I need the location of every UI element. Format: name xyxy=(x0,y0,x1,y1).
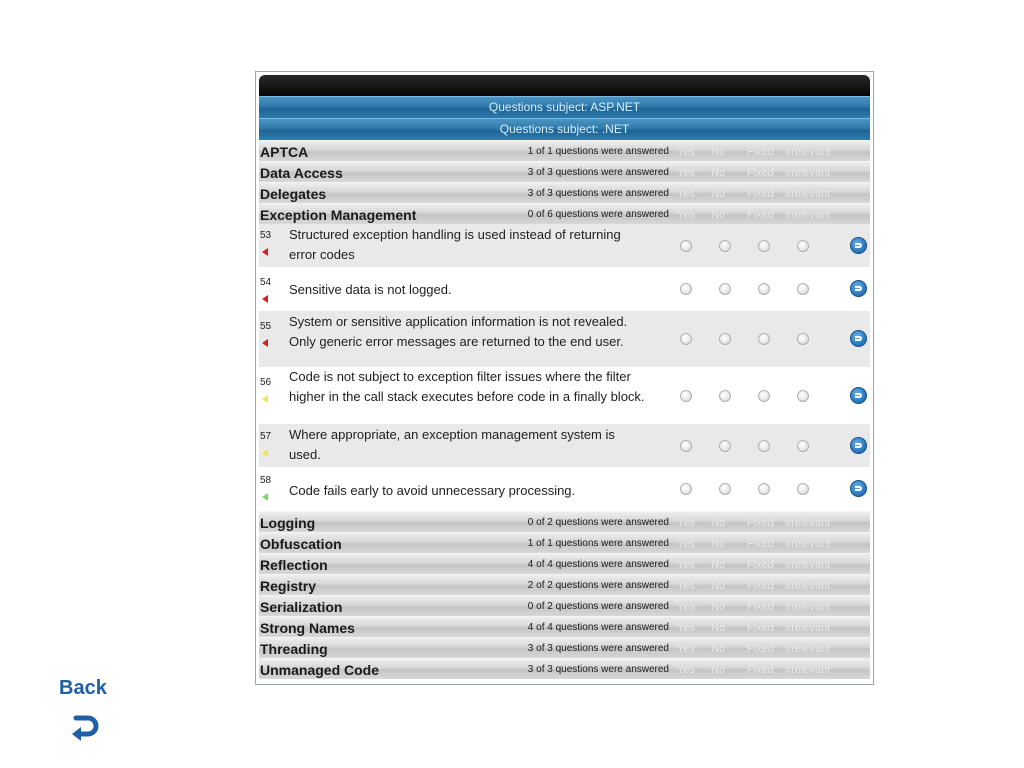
answer-radio-yes[interactable] xyxy=(680,333,692,345)
category-row-unmanaged-code[interactable] xyxy=(259,658,870,679)
column-header-fixed: Fixed xyxy=(747,188,774,200)
column-header-no: No xyxy=(711,146,726,158)
column-header-no: No xyxy=(711,167,726,179)
answer-radio-irrelevant[interactable] xyxy=(797,483,809,495)
column-header-fixed: Fixed xyxy=(747,167,774,179)
answer-radio-no[interactable] xyxy=(719,390,731,402)
category-row-reflection[interactable] xyxy=(259,553,870,574)
answer-radio-irrelevant[interactable] xyxy=(797,240,809,252)
go-arrow-icon[interactable] xyxy=(850,280,867,297)
column-header-irrelevant: irrelevant xyxy=(785,209,831,221)
column-header-yes: Yes xyxy=(677,146,695,158)
go-arrow-icon[interactable] xyxy=(850,480,867,497)
column-header-fixed: Fixed xyxy=(747,622,774,634)
category-row-data-access[interactable] xyxy=(259,161,870,182)
answer-radio-no[interactable] xyxy=(719,333,731,345)
column-header-no: No xyxy=(711,559,726,571)
answer-radio-irrelevant[interactable] xyxy=(797,333,809,345)
column-header-irrelevant: irrelevant xyxy=(785,188,831,200)
category-name[interactable]: Data Access xyxy=(260,165,343,181)
category-status: 3 of 3 questions were answered xyxy=(527,643,669,654)
question-text: Where appropriate, an exception management system is used. xyxy=(289,427,615,462)
column-headers xyxy=(677,643,830,655)
answer-radio-no[interactable] xyxy=(719,440,731,452)
column-header-yes: Yes xyxy=(677,601,695,613)
category-status: 1 of 1 questions were answered xyxy=(527,538,669,549)
go-arrow-icon[interactable] xyxy=(850,237,867,254)
column-header-yes: Yes xyxy=(677,664,695,676)
column-headers xyxy=(677,559,830,571)
column-headers xyxy=(677,146,830,158)
column-header-irrelevant: irrelevant xyxy=(785,580,831,592)
question-text: Sensitive data is not logged. xyxy=(289,282,452,297)
back-link[interactable]: Back xyxy=(59,677,107,699)
answer-radio-yes[interactable] xyxy=(680,283,692,295)
category-status: 3 of 3 questions were answered xyxy=(527,664,669,675)
question-row xyxy=(259,267,870,311)
category-name[interactable]: APTCA xyxy=(260,144,309,160)
column-headers xyxy=(677,601,830,613)
question-number: 55 xyxy=(260,321,272,332)
category-status: 0 of 2 questions were answered xyxy=(527,517,669,528)
answer-radio-fixed[interactable] xyxy=(758,390,770,402)
question-text: Code fails early to avoid unnecessary processing. xyxy=(289,483,576,498)
column-headers xyxy=(677,580,830,592)
column-header-yes: Yes xyxy=(677,167,695,179)
question-number: 57 xyxy=(260,431,272,442)
column-headers xyxy=(677,167,830,179)
questionnaire-panel xyxy=(255,71,874,685)
answer-radio-no[interactable] xyxy=(719,283,731,295)
category-row-obfuscation[interactable] xyxy=(259,532,870,553)
column-header-irrelevant: irrelevant xyxy=(785,538,831,550)
column-header-irrelevant: irrelevant xyxy=(785,622,831,634)
category-name[interactable]: Serialization xyxy=(260,599,343,615)
answer-radio-fixed[interactable] xyxy=(758,240,770,252)
column-header-yes: Yes xyxy=(677,538,695,550)
column-header-irrelevant: irrelevant xyxy=(785,643,831,655)
category-row-threading[interactable] xyxy=(259,637,870,658)
category-status: 2 of 2 questions were answered xyxy=(527,580,669,591)
column-header-irrelevant: irrelevant xyxy=(785,167,831,179)
category-name[interactable]: Strong Names xyxy=(260,620,355,636)
category-row-strong-names[interactable] xyxy=(259,616,870,637)
column-header-fixed: Fixed xyxy=(747,146,774,158)
question-row xyxy=(259,467,870,511)
answer-radio-no[interactable] xyxy=(719,483,731,495)
category-row-aptca[interactable] xyxy=(259,140,870,161)
category-name[interactable]: Threading xyxy=(260,641,328,657)
answer-radio-fixed[interactable] xyxy=(758,333,770,345)
answer-radio-irrelevant[interactable] xyxy=(797,440,809,452)
subject-header-dotnet[interactable]: Questions subject: .NET xyxy=(259,118,870,140)
column-header-no: No xyxy=(711,580,726,592)
answer-radio-irrelevant[interactable] xyxy=(797,390,809,402)
question-text: Structured exception handling is used instead of returning error codes xyxy=(289,227,621,262)
category-name[interactable]: Obfuscation xyxy=(260,536,342,552)
column-header-fixed: Fixed xyxy=(747,517,774,529)
category-status: 3 of 3 questions were answered xyxy=(527,188,669,199)
answer-radio-yes[interactable] xyxy=(680,390,692,402)
column-headers xyxy=(677,209,830,221)
column-header-yes: Yes xyxy=(677,209,695,221)
question-row xyxy=(259,224,870,267)
column-header-no: No xyxy=(711,517,726,529)
go-arrow-icon[interactable] xyxy=(850,437,867,454)
column-header-no: No xyxy=(711,601,726,613)
column-header-irrelevant: irrelevant xyxy=(785,559,831,571)
column-header-fixed: Fixed xyxy=(747,601,774,613)
question-row xyxy=(259,424,870,467)
category-row-serialization[interactable] xyxy=(259,595,870,616)
column-header-no: No xyxy=(711,622,726,634)
question-row xyxy=(259,311,870,367)
question-number: 53 xyxy=(260,230,272,241)
column-header-fixed: Fixed xyxy=(747,559,774,571)
column-header-fixed: Fixed xyxy=(747,664,774,676)
category-name[interactable]: Exception Management xyxy=(260,207,417,223)
go-arrow-icon[interactable] xyxy=(850,387,867,404)
answer-radio-yes[interactable] xyxy=(680,483,692,495)
column-headers xyxy=(677,538,830,550)
subject-header-aspnet[interactable]: Questions subject: ASP.NET xyxy=(259,96,870,118)
answer-radio-fixed[interactable] xyxy=(758,440,770,452)
question-list xyxy=(259,140,870,679)
answer-radio-yes[interactable] xyxy=(680,440,692,452)
category-status: 1 of 1 questions were answered xyxy=(527,146,669,157)
question-number: 54 xyxy=(260,277,272,288)
category-row-delegates[interactable] xyxy=(259,182,870,203)
question-text: System or sensitive application information is not revealed. Only generic error messages are returned to the end user. xyxy=(289,314,628,349)
priority-marker-icon xyxy=(262,339,268,347)
priority-marker-icon xyxy=(262,449,268,457)
question-number: 56 xyxy=(260,377,272,388)
column-header-no: No xyxy=(711,188,726,200)
category-status: 3 of 3 questions were answered xyxy=(527,167,669,178)
category-row-registry[interactable] xyxy=(259,574,870,595)
answer-radio-fixed[interactable] xyxy=(758,283,770,295)
answer-radio-yes[interactable] xyxy=(680,240,692,252)
answer-radio-fixed[interactable] xyxy=(758,483,770,495)
answer-radio-irrelevant[interactable] xyxy=(797,283,809,295)
column-header-no: No xyxy=(711,664,726,676)
answer-radio-no[interactable] xyxy=(719,240,731,252)
category-status: 0 of 6 questions were answered xyxy=(527,209,669,220)
priority-marker-icon xyxy=(262,395,268,403)
category-name[interactable]: Registry xyxy=(260,578,317,594)
column-header-irrelevant: irrelevant xyxy=(785,664,831,676)
priority-marker-icon xyxy=(262,248,268,256)
column-header-no: No xyxy=(711,538,726,550)
category-name[interactable]: Logging xyxy=(260,515,316,531)
column-headers xyxy=(677,622,830,634)
column-header-yes: Yes xyxy=(677,580,695,592)
column-header-yes: Yes xyxy=(677,517,695,529)
column-header-irrelevant: irrelevant xyxy=(785,517,831,529)
panel-header-bar xyxy=(259,75,870,96)
question-row xyxy=(259,367,870,424)
column-header-fixed: Fixed xyxy=(747,580,774,592)
question-number: 58 xyxy=(260,475,272,486)
column-header-no: No xyxy=(711,209,726,221)
back-arrow-icon[interactable] xyxy=(68,712,104,746)
column-header-yes: Yes xyxy=(677,643,695,655)
category-status: 4 of 4 questions were answered xyxy=(527,622,669,633)
priority-marker-icon xyxy=(262,493,268,501)
category-row-logging[interactable] xyxy=(259,511,870,532)
column-header-yes: Yes xyxy=(677,622,695,634)
category-status: 4 of 4 questions were answered xyxy=(527,559,669,570)
category-name[interactable]: Reflection xyxy=(260,557,328,573)
column-header-fixed: Fixed xyxy=(747,538,774,550)
column-headers xyxy=(677,664,830,676)
column-header-irrelevant: irrelevant xyxy=(785,601,831,613)
column-header-irrelevant: irrelevant xyxy=(785,146,831,158)
column-header-fixed: Fixed xyxy=(747,643,774,655)
category-status: 0 of 2 questions were answered xyxy=(527,601,669,612)
column-header-yes: Yes xyxy=(677,188,695,200)
column-header-fixed: Fixed xyxy=(747,209,774,221)
column-headers xyxy=(677,188,830,200)
category-row-exception-management[interactable] xyxy=(259,203,870,224)
column-headers xyxy=(677,517,830,529)
question-text: Code is not subject to exception filter issues where the filter higher in the call stack executes before code in a finally block. xyxy=(289,369,645,404)
column-header-no: No xyxy=(711,643,726,655)
go-arrow-icon[interactable] xyxy=(850,330,867,347)
priority-marker-icon xyxy=(262,295,268,303)
column-header-yes: Yes xyxy=(677,559,695,571)
category-name[interactable]: Unmanaged Code xyxy=(260,662,380,678)
category-name[interactable]: Delegates xyxy=(260,186,327,202)
